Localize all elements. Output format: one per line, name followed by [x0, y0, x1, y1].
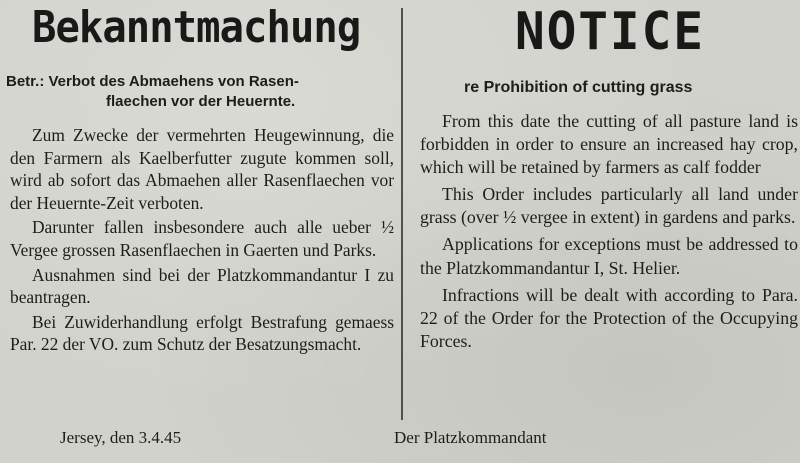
english-subject: re Prohibition of cutting grass [464, 79, 693, 96]
german-subject [6, 72, 396, 112]
place-date: Jersey, den 3.4.45 [60, 428, 182, 447]
german-paragraph-4: Bei Zuwiderhandlung erfolgt Bestrafung gemaess Par. 22 der VO. zum Schutz der Besatzungsmacht. [10, 311, 394, 355]
german-body [10, 124, 394, 358]
english-paragraph-3: Applications for exceptions must be addressed to the Platzkommandantur I, St. Helier. [420, 234, 798, 278]
english-headline: NOTICE [515, 2, 705, 62]
english-paragraph-4: Infractions will be dealt with according to Para. 22 of the Order for the Protection of the Occupying Forces. [420, 284, 798, 351]
german-paragraph-1: Zum Zwecke der vermehrten Heugewinnung, die den Farmern als Kaelberfutter zugute kommen soll, wird ab sofort das Abmaehen aller Rasenflaechen vor der Heuernte-Zeit verboten. [10, 125, 394, 213]
german-subject-line-2: flaechen vor der Heuernte. [106, 93, 296, 110]
english-body [420, 110, 798, 357]
column-divider [401, 8, 403, 420]
german-headline: Bekanntmachung [32, 2, 361, 53]
signature-line: Der Platzkommandant [394, 428, 547, 447]
german-paragraph-3: Ausnahmen sind bei der Platzkommandantur I zu beantragen. [10, 264, 394, 308]
german-paragraph-2: Darunter fallen insbesondere auch alle ueber ½ Vergee grossen Rasenflaechen in Gaerten und Parks. [10, 217, 394, 260]
english-paragraph-2: This Order includes particularly all land under grass (over ½ vergee in extent) in gardens and parks. [420, 184, 798, 228]
german-subject-line-1: Betr.: Verbot des Abmaehens von Rasen- [6, 73, 299, 90]
english-paragraph-1: From this date the cutting of all pasture land is forbidden in order to ensure an increased hay crop, which will be retained by farmers as calf fodder [420, 111, 798, 178]
